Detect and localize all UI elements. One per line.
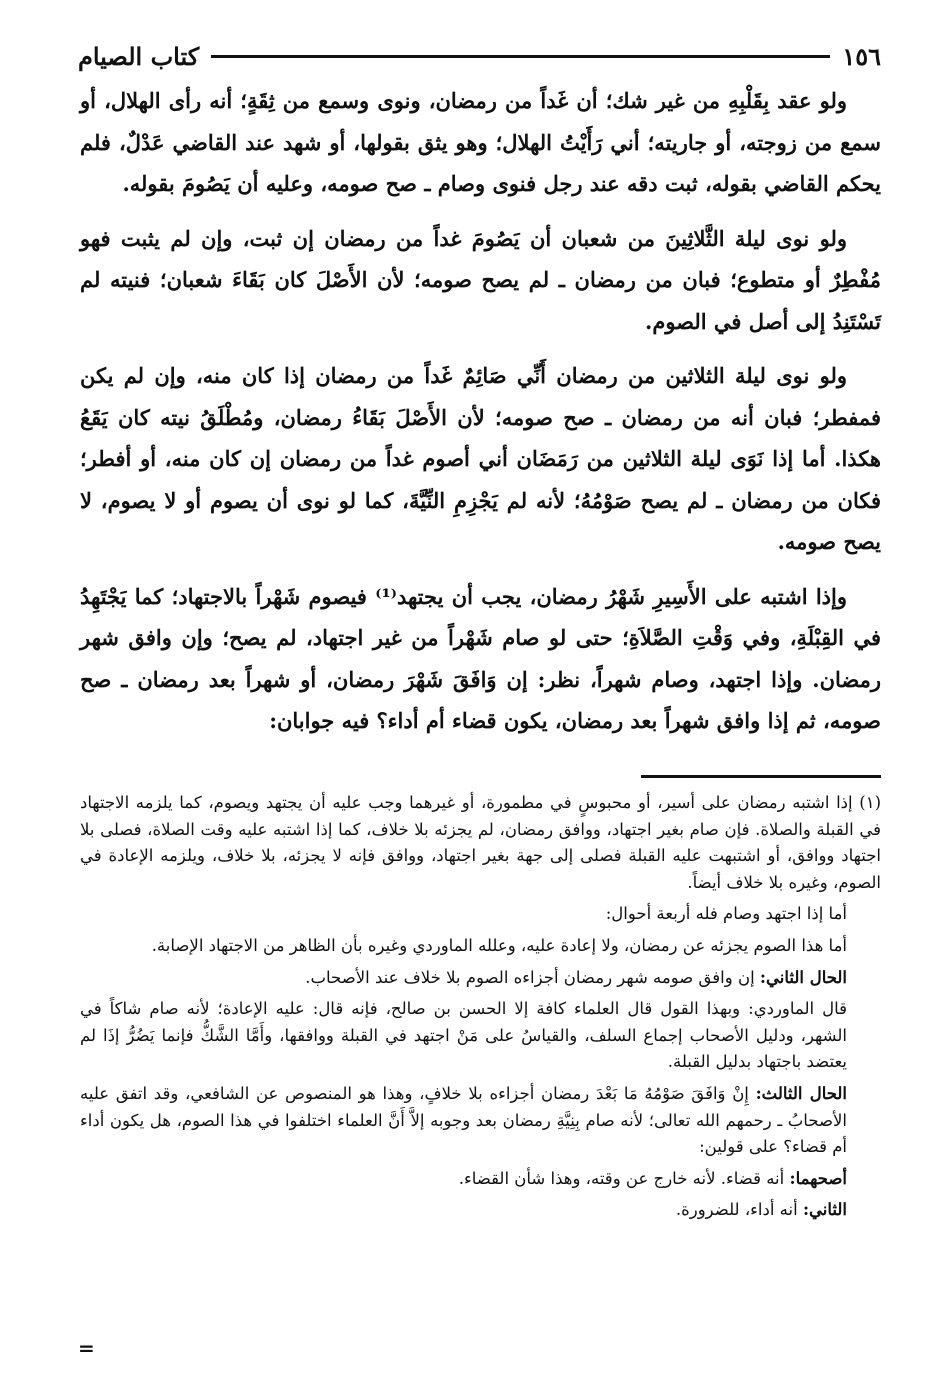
footnote-opinion-1	[80, 1166, 881, 1193]
footnote-state-3	[80, 1081, 881, 1161]
header-rule	[211, 55, 830, 58]
body-paragraph: ولو نوى ليلة الثَّلاثِينَ من شعبان أن يَصُومَ غداً من رمضان إن ثبت، وإن لم يثبت فهو مُفْطِرٌ أو متطوع؛ فبان من رمضان ـ لم يصح صومه؛ لأن الأَصْلَ كان بَقَاءَ شعبان؛ فنيته لم تَسْتَنِدُ إلى أصل في الصوم.	[80, 225, 881, 334]
book-title: كتاب الصيام	[78, 41, 200, 71]
body-paragraph: ولو نوى ليلة الثلاثين من رمضان أَنِّي صَائِمٌ غَداً من رمضان إذا كان منه، وإن لم يكن فمفطر؛ فبان أنه من رمضان ـ صح صومه؛ لأن الأَصْلَ بَقَاءُ رمضان، ومُطْلَقُ نيته كان يَقَعُ هكذا. أما إذا نَوَى ليلة الثلاثين من رَمَضَان أني أصوم غداً من رمضان إن كان منه، أو أفطر؛ فكان من رمضان ـ لم يصح صَوْمُهُ؛ لأنه لم يَجْزِمِ النِّيَّةَ، كما لو نوى أن يصوم أو لا يصوم، لا يصح صومه.	[80, 363, 881, 554]
state-label: الحال الثاني:	[759, 967, 847, 987]
opinion-label: أصحهما:	[789, 1168, 847, 1188]
state-text: إِنْ وَافَقَ صَوْمُهُ مَا بَعْدَ رمضان أجزاءه بلا خلافٍ، وهذا هو المنصوص عن الشافعي، وقد اتفق عليه الأصحابُ ـ رحمهم الله تعالى؛ لأنه صام بِنِيَّةِ رمضان بعد وجوبه إلاَّ أَنَّ العلماء اختلفوا في هذا الصوم، هل يكون أداء أم قضاء؟ على قولين:	[80, 1083, 847, 1157]
opinion-text: أنه قضاء. لأنه خارج عن وقته، وهذا شأن القضاء.	[458, 1168, 790, 1188]
footnote-1: (١) إذا اشتبه رمضان على أسير، أو محبوسٍ في مطمورة، أو غيرهما وجب عليه أن يجتهد ويصوم، كما يلزمه الاجتهاد في القبلة والصلاة. فإن صام بغير اجتهاد، ووافق رمضان، لم يجزئه بلا خلاف، كما إذا اشتبه عليه وقت الصلاة، فصلى بلا اجتهاد ووافق، أو اشتبهت عليه القبلة فصلى إلى جهة بغير اجتهاد، ووافق فإنه لا يجزئه، بلا خلاف، ويلزمه الإعادة في الصوم، وغيره بلا خلاف أيضاً.	[80, 793, 881, 892]
page-header	[78, 38, 881, 74]
opinion-label: الثاني:	[802, 1200, 847, 1220]
main-text	[80, 80, 881, 755]
state-text: إن وافق صومه شهر رمضان أجزاءه الصوم بلا خلاف عند الأصحاب.	[305, 967, 760, 987]
footnote-opinion-2	[80, 1197, 881, 1224]
opinion-text: أنه أداء، للضرورة.	[675, 1200, 803, 1220]
body-paragraph: وإذا اشتبه على الأَسِيرِ شَهْرُ رمضان، يجب أن يجتهد⁽¹⁾ فيصوم شَهْراً بالاجتهاد؛ كما يَجْتَهِدُ في القِبْلَةِ، وفي وَقْتِ الصَّلاَةِ؛ حتى لو صام شَهْراً من غير اجتهاد، لم يصح؛ وإن وافق شهر رمضان. وإذا اجتهد، وصام شهراً، نظر: إن وَافَقَ شَهْرَ رمضان، أو شهراً بعد رمضان ـ صح صومه، ثم إذا وافق شهراً بعد رمضان، يكون قضاء أم أداء؟ فيه جوابان:	[80, 583, 881, 733]
footnote-state-1: أما هذا الصوم يجزئه عن رمضان، ولا إعادة عليه، وعلله الماوردي وغيره بأن الظاهر من الاجتهاد الإصابة.	[151, 935, 847, 955]
body-paragraph: ولو عقد بِقَلْبِهِ من غير شك؛ أن غَداً من رمضان، ونوى وسمع من ثِقَةٍ؛ أنه رأى الهلال، أو سمع من زوجته، أو جاريته؛ أني رَأَيْتُ الهلال؛ وهو يثق بقولها، أو شهد عند القاضي عَدْلٌ، فلم يحكم القاضي بقوله، ثبت دقه عند رجل فنوى وصام ـ صح صومه، وعليه أن يَصُومَ بقوله.	[80, 88, 881, 196]
footnote-mawardi-quote: قال الماوردي: وبهذا القول قال العلماء كافة إلا الحسن بن صالح، فإنه قال: عليه الإعادة؛ لأنه صام شاكاً في الشهر، ودليل الأصحاب إجماع السلف، والقياسُ على مَنْ اجتهد في القبلة ووافقها، وأَمَّا الشَّكُّ فإنما يَضُرُّ إذَا لم يعتضد باجتهاد بدليل القبلة.	[80, 999, 847, 1072]
footnote-separator	[641, 775, 881, 778]
footnote-state-2	[80, 965, 881, 992]
state-label: الحال الثالث:	[755, 1083, 847, 1103]
page-number: ١٥٦	[842, 41, 881, 71]
continuation-marker: =	[78, 1336, 95, 1360]
footnote-states-intro: أما إذا اجتهد وصام فله أربعة أحوال:	[605, 904, 847, 924]
footnotes	[80, 790, 881, 1229]
